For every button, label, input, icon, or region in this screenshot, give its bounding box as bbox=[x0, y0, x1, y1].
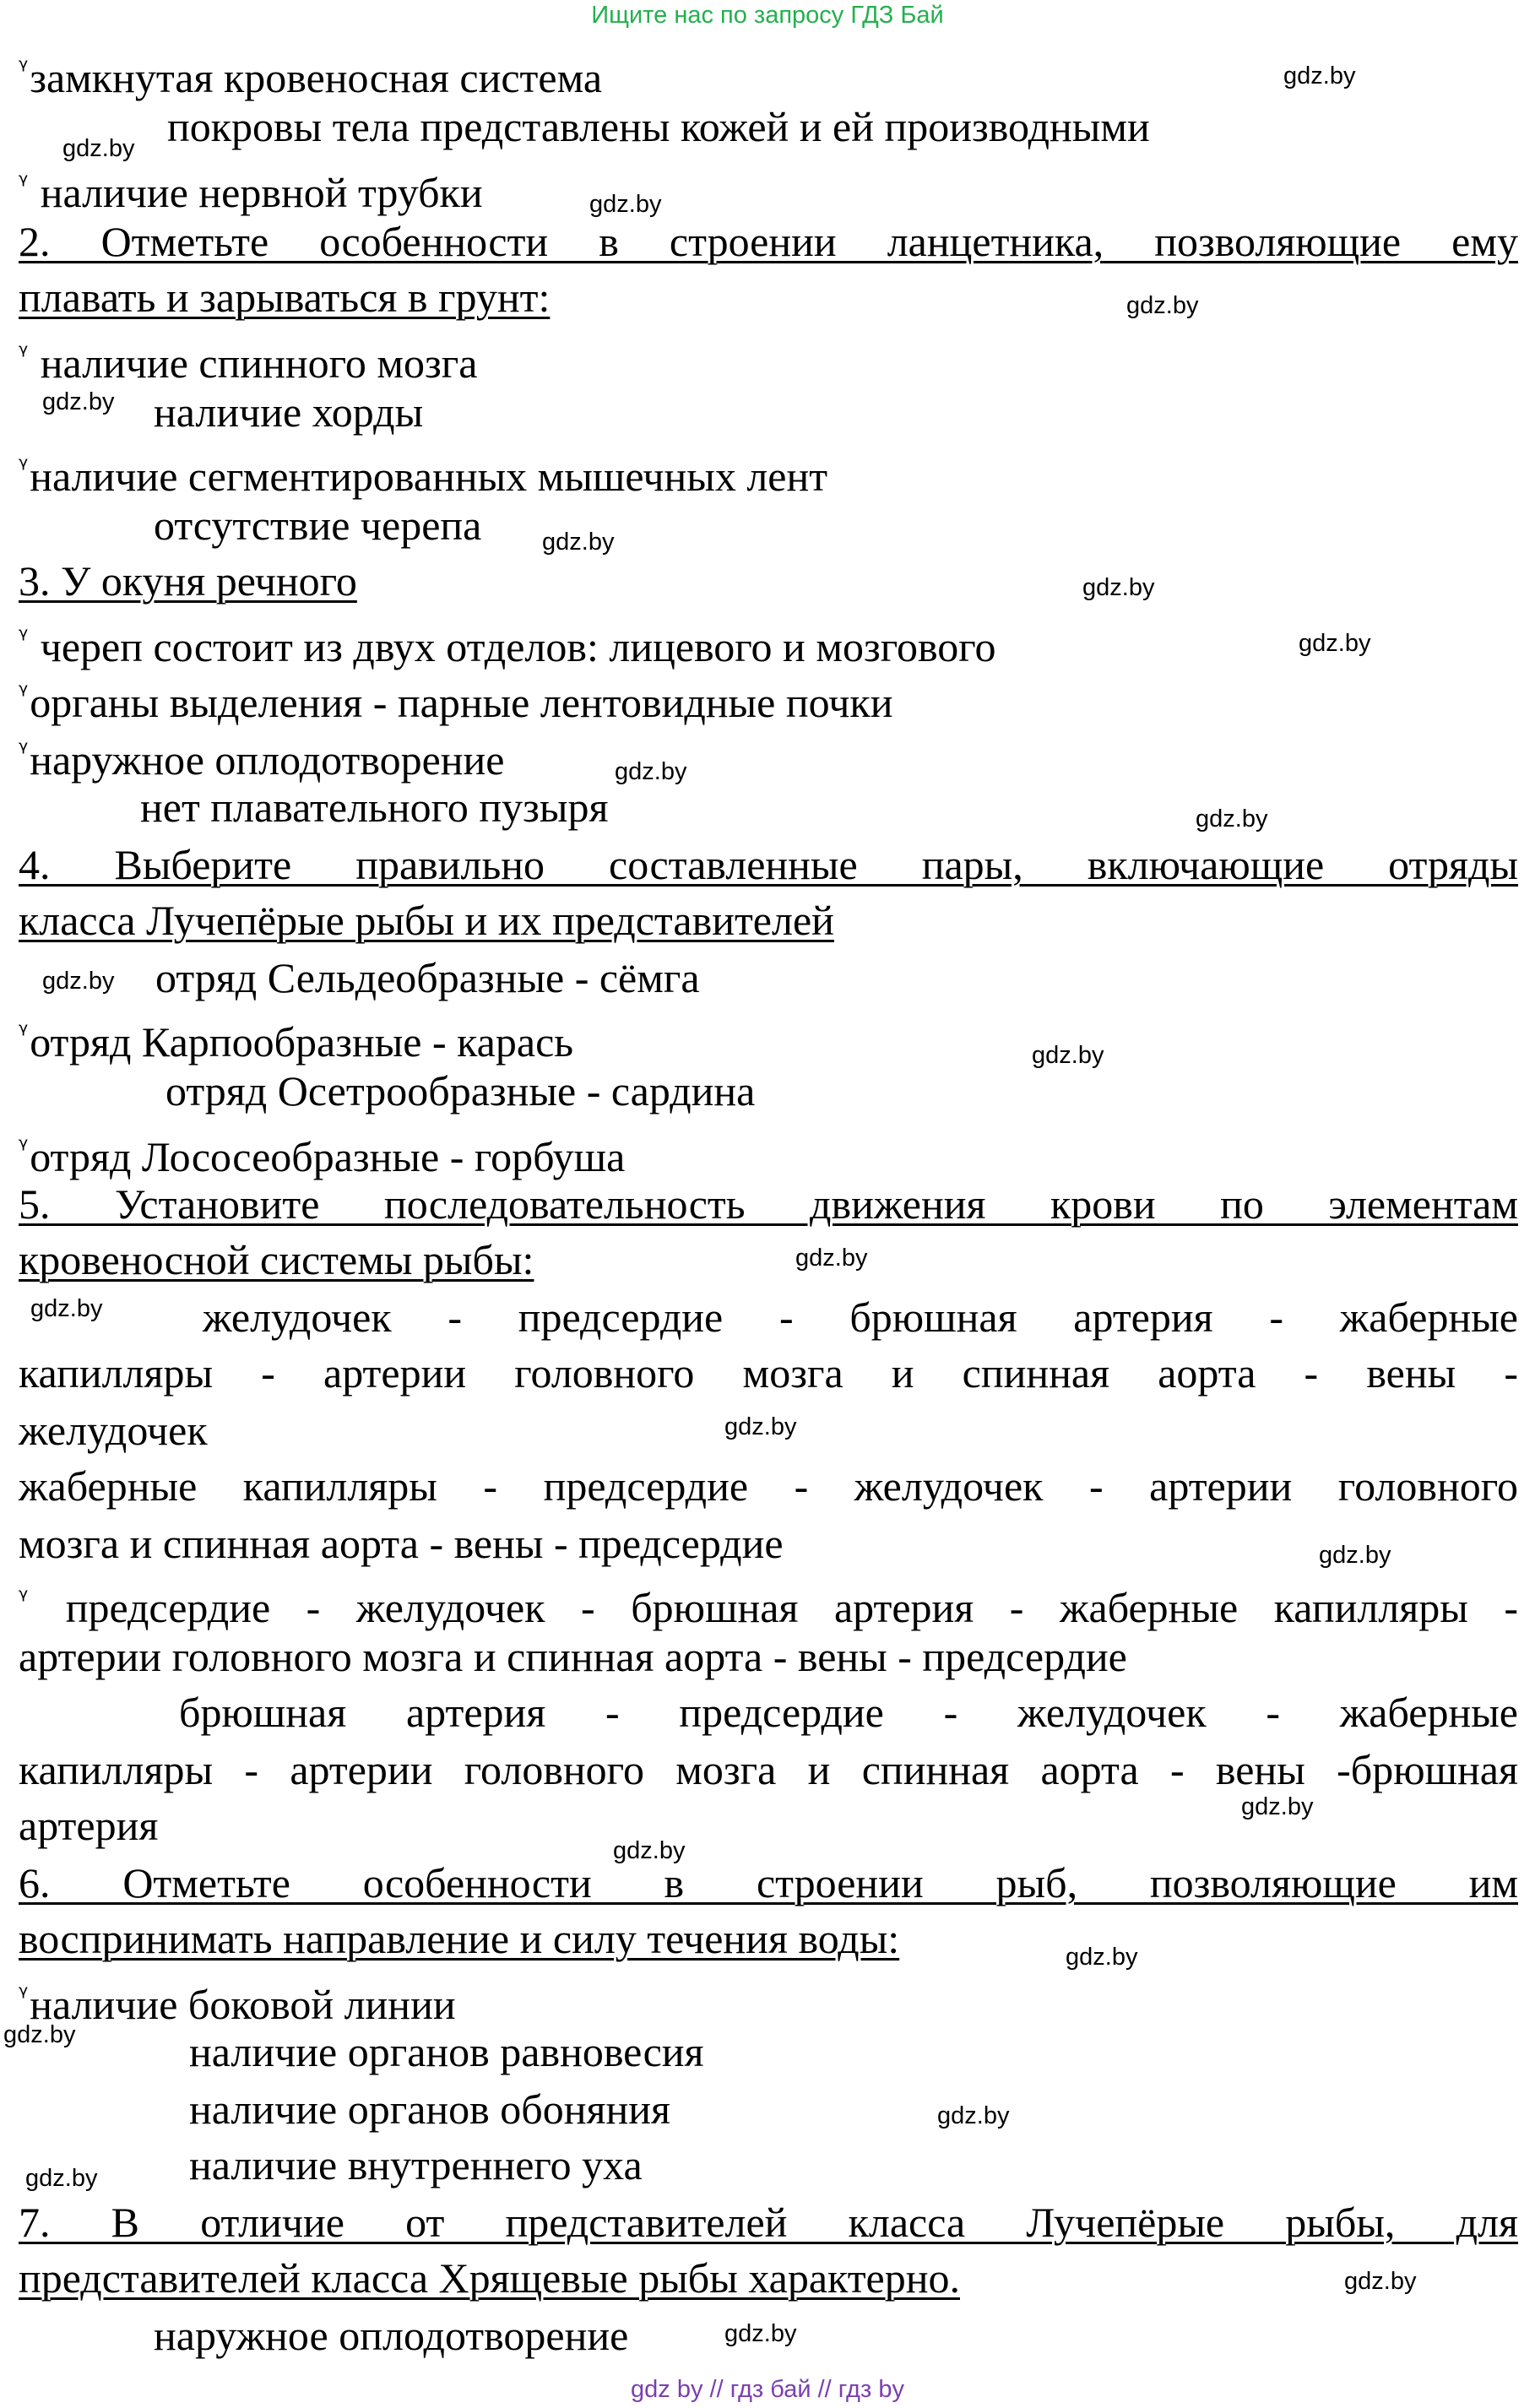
watermark: gdz.by bbox=[1082, 574, 1155, 601]
watermark: gdz.by bbox=[42, 388, 115, 415]
answer-item: $^ᵞ$отряд Лососеобразные - горбуша bbox=[19, 1133, 626, 1180]
check-mark-icon: ᵞ bbox=[19, 169, 29, 198]
question-7-title: 7. В отличие от представителей класса Лучепёрые рыбы, для bbox=[19, 2199, 1518, 2246]
question-3-title: 3. У окуня речного bbox=[19, 557, 357, 605]
answer-item: желудочек - предсердие - брюшная артерия - жаберные bbox=[203, 1293, 1518, 1341]
watermark: gdz.by bbox=[589, 191, 662, 218]
check-mark-icon: ᵞ bbox=[19, 453, 29, 482]
watermark: gdz.by bbox=[42, 968, 115, 995]
footer-links[interactable]: gdz by // гдз бай // гдз by bbox=[631, 2376, 904, 2403]
watermark: gdz.by bbox=[30, 1295, 103, 1322]
check-mark-icon: ᵞ bbox=[19, 1981, 29, 2010]
answer-item: нет плавательного пузыря bbox=[140, 784, 609, 831]
watermark: gdz.by bbox=[1032, 1042, 1104, 1069]
check-mark-icon: ᵞ bbox=[19, 736, 29, 766]
question-6-title: 6. Отметьте особенности в строении рыб, позволяющие им bbox=[19, 1859, 1518, 1906]
answer-item: наличие органов обоняния bbox=[189, 2085, 670, 2133]
answer-item: желудочек bbox=[19, 1407, 208, 1454]
watermark: gdz.by bbox=[724, 1413, 797, 1440]
answer-item: $^ᵞ$наличие боковой линии bbox=[19, 1981, 456, 2028]
watermark: gdz.by bbox=[1241, 1793, 1314, 1820]
answer-item: $^ᵞ$ наличие спинного мозга bbox=[19, 339, 478, 387]
answer-item: $^ᵞ$замкнутая кровеносная система bbox=[19, 54, 603, 101]
answer-item: капилляры - артерии головного мозга и спинная аорта - вены -брюшная bbox=[19, 1746, 1518, 1793]
question-2-title: 2. Отметьте особенности в строении ланцетника, позволяющие ему bbox=[19, 218, 1518, 265]
watermark: gdz.by bbox=[1283, 62, 1356, 89]
answer-item: артерии головного мозга и спинная аорта - вены - предсердие bbox=[19, 1633, 1127, 1680]
answer-item: $^ᵞ$органы выделения - парные лентовидные почки bbox=[19, 679, 893, 726]
header-search-hint[interactable]: Ищите нас по запросу ГДЗ Бай bbox=[591, 2, 944, 29]
answer-item: мозга и спинная аорта - вены - предсердие bbox=[19, 1520, 784, 1567]
watermark: gdz.by bbox=[1344, 2268, 1417, 2295]
watermark: gdz.by bbox=[795, 1245, 868, 1272]
question-5-title: 5. Установите последовательность движения крови по элементам bbox=[19, 1180, 1518, 1228]
answer-item: наличие хорды bbox=[154, 388, 424, 436]
answer-item: наличие органов равновесия bbox=[189, 2028, 704, 2075]
answer-item: артерия bbox=[19, 1802, 159, 1849]
answer-item: жаберные капилляры - предсердие - желудочек - артерии головного bbox=[19, 1462, 1518, 1510]
watermark: gdz.by bbox=[542, 529, 615, 556]
watermark: gdz.by bbox=[724, 2320, 797, 2347]
answer-item: отряд Сельдеобразные - сёмга bbox=[155, 954, 700, 1001]
watermark: gdz.by bbox=[25, 2165, 98, 2192]
answer-item: наружное оплодотворение bbox=[154, 2312, 629, 2359]
watermark: gdz.by bbox=[937, 2102, 1010, 2129]
watermark: gdz.by bbox=[615, 758, 687, 785]
answer-item: наличие внутреннего уха bbox=[189, 2141, 643, 2188]
check-mark-icon: ᵞ bbox=[19, 1584, 29, 1613]
answer-item: брюшная артерия - предсердие - желудочек - жаберные bbox=[179, 1689, 1518, 1736]
watermark: gdz.by bbox=[3, 2021, 76, 2048]
question-4-title-cont: класса Лучепёрые рыбы и их представителей bbox=[19, 897, 834, 944]
watermark: gdz.by bbox=[1126, 292, 1199, 319]
check-mark-icon: ᵞ bbox=[19, 339, 29, 369]
question-4-title: 4. Выберите правильно составленные пары, включающие отряды bbox=[19, 841, 1518, 888]
answer-item: $^ᵞ$наружное оплодотворение bbox=[19, 736, 505, 784]
question-6-title-cont: воспринимать направление и силу течения воды: bbox=[19, 1915, 900, 1962]
check-mark-icon: ᵞ bbox=[19, 1018, 29, 1048]
answer-item: покровы тела представлены кожей и ей производными bbox=[167, 103, 1150, 150]
watermark: gdz.by bbox=[1196, 805, 1268, 832]
answer-item: $^ᵞ$наличие сегментированных мышечных лент bbox=[19, 453, 828, 500]
check-mark-icon: ᵞ bbox=[19, 679, 29, 708]
watermark: gdz.by bbox=[62, 135, 135, 162]
answer-item: $^ᵞ$ наличие нервной трубки bbox=[19, 169, 483, 216]
answer-item: отсутствие черепа bbox=[154, 502, 482, 549]
question-5-title-cont: кровеносной системы рыбы: bbox=[19, 1236, 534, 1283]
check-mark-icon: ᵞ bbox=[19, 1133, 29, 1163]
answer-item: $^ᵞ$ предсердие - желудочек - брюшная артерия - жаберные капилляры - bbox=[19, 1584, 1518, 1631]
question-7-title-cont: представителей класса Хрящевые рыбы характерно. bbox=[19, 2254, 960, 2302]
watermark: gdz.by bbox=[1066, 1944, 1138, 1971]
question-2-title-cont: плавать и зарываться в грунт: bbox=[19, 274, 551, 321]
check-mark-icon: ᵞ bbox=[19, 54, 29, 84]
watermark: gdz.by bbox=[1319, 1542, 1391, 1569]
check-mark-icon: ᵞ bbox=[19, 623, 29, 653]
answer-item: отряд Осетрообразные - сардина bbox=[165, 1067, 756, 1115]
watermark: gdz.by bbox=[1299, 630, 1371, 657]
watermark: gdz.by bbox=[613, 1837, 686, 1864]
answer-item: $^ᵞ$ череп состоит из двух отделов: лицевого и мозгового bbox=[19, 623, 996, 670]
answer-item: капилляры - артерии головного мозга и спинная аорта - вены - bbox=[19, 1349, 1518, 1397]
answer-item: $^ᵞ$отряд Карпообразные - карась bbox=[19, 1018, 574, 1066]
